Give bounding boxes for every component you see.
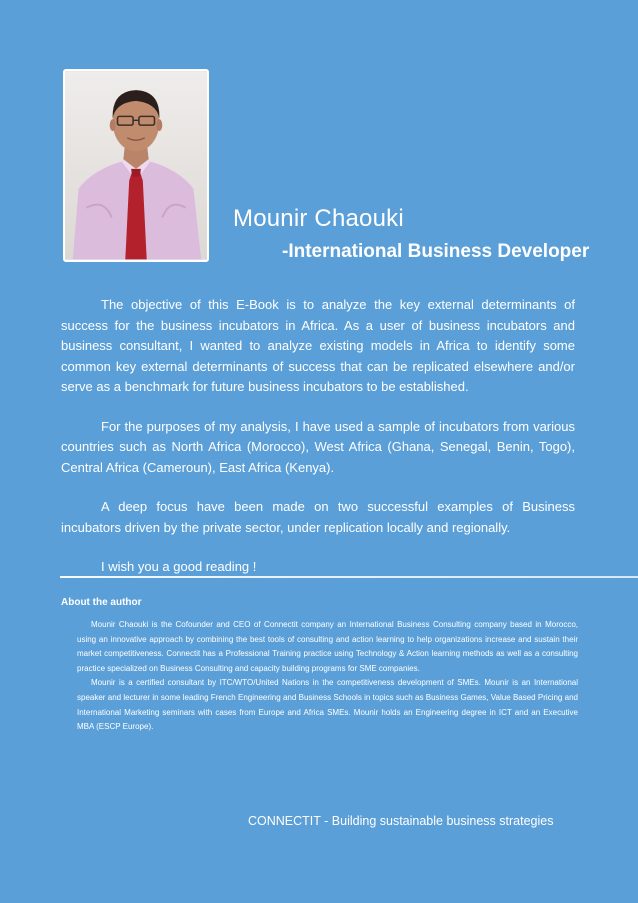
author-portrait-illustration (65, 71, 207, 260)
section-divider (60, 576, 638, 578)
about-section (77, 618, 578, 735)
about-heading: About the author (61, 597, 142, 608)
intro-paragraph: A deep focus have been made on two successful examples of Business incubators driven by the private sector, under replication locally and regionally. (61, 499, 575, 535)
author-role: -International Business Developer (282, 241, 590, 262)
author-name: Mounir Chaouki (233, 205, 404, 232)
intro-paragraph: I wish you a good reading ! (101, 559, 257, 574)
about-paragraph: Mounir is a certified consultant by ITC/WTO/United Nations in the competitiveness development of SMEs. Mounir is an International speaker and lecturer in some leading French Engineering and Business Schools in topics such as Business Games, Value Based Pricing and International Marketing seminars with cases from Europe and Africa SMEs. Mounir holds an Engineering degree in ICT and an Executive MBA (ESCP Europe). (77, 678, 578, 732)
about-paragraph: Mounir Chaouki is the Cofounder and CEO of Connectit company an International Business Consulting company based in Morocco, using an innovative approach by combining the best tools of consulting and action learning to help organizations increase and sustain their market competitiveness. Connectit has a Professional Training practice using Technology & Action learning methods as well as a consulting practice specialized on Business Consulting and capacity building programs for SME companies. (77, 620, 578, 673)
intro-section (61, 295, 575, 597)
intro-paragraph: For the purposes of my analysis, I have used a sample of incubators from various countries such as North Africa (Morocco), West Africa (Ghana, Senegal, Benin, Togo), Central Africa (Cameroun), East Africa (Kenya). (61, 418, 575, 475)
intro-paragraph: The objective of this E-Book is to analyze the key external determinants of success for the business incubators in Africa. As a user of business incubators and business consultant, I wanted to analyze existing models in Africa to identify some common key external determinants of success that can be replicated elsewhere and/or serve as a benchmark for future business incubators to be established. (61, 297, 575, 394)
footer-tagline: CONNECTIT - Building sustainable business strategies (248, 814, 554, 828)
author-photo (63, 69, 209, 262)
